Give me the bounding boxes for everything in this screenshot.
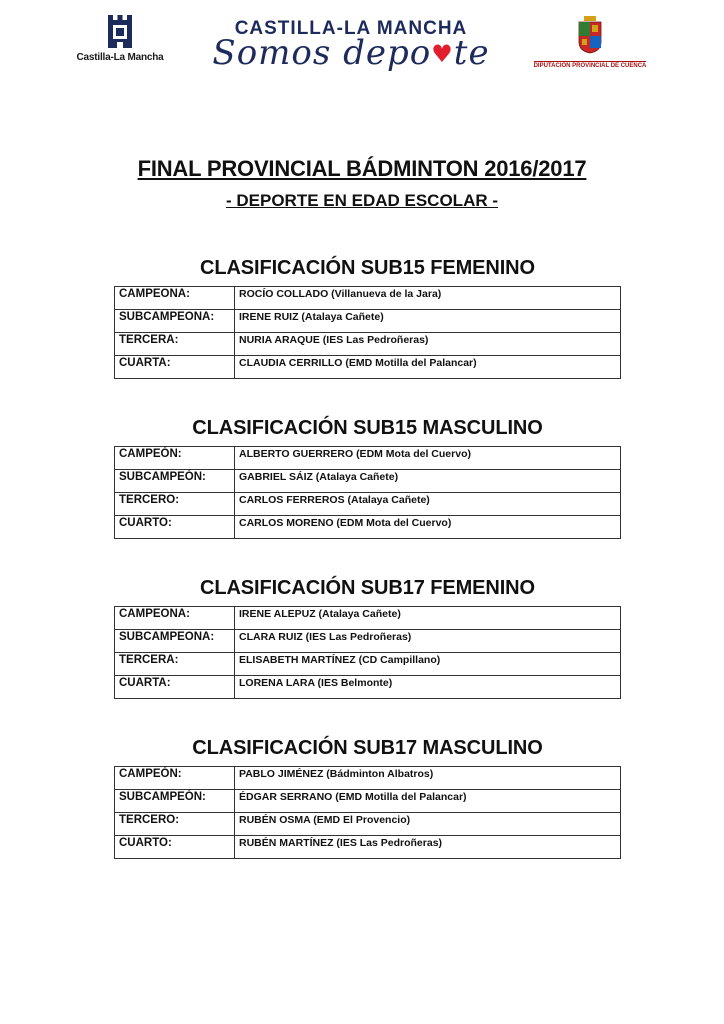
table-row xyxy=(115,310,621,333)
table-row xyxy=(115,333,621,356)
classification-section xyxy=(114,415,621,539)
slogan-part2: te xyxy=(453,33,490,73)
table-row xyxy=(115,836,621,859)
position-label: TERCERO: xyxy=(115,813,235,836)
player-value: GABRIEL SÁIZ (Atalaya Cañete) xyxy=(235,470,621,493)
brand-title: CASTILLA-LA MANCHA xyxy=(234,18,468,39)
heart-icon: ♥ xyxy=(431,40,454,68)
page-subtitle: - DEPORTE EN EDAD ESCOLAR - xyxy=(225,191,499,210)
table-row xyxy=(115,447,621,470)
classification-table xyxy=(114,286,621,379)
classification-section xyxy=(114,575,621,699)
position-label: CUARTA: xyxy=(115,356,235,379)
player-value: ROCÍO COLLADO (Villanueva de la Jara) xyxy=(235,287,621,310)
classification-section xyxy=(114,255,621,379)
table-row xyxy=(115,813,621,836)
table-row xyxy=(115,356,621,379)
table-row xyxy=(115,493,621,516)
section-title: CLASIFICACIÓN SUB17 MASCULINO xyxy=(192,737,543,759)
player-value: NURIA ARAQUE (IES Las Pedroñeras) xyxy=(235,333,621,356)
table-row xyxy=(115,470,621,493)
player-value: IRENE RUIZ (Atalaya Cañete) xyxy=(235,310,621,333)
table-row xyxy=(115,790,621,813)
castilla-la-mancha-logo xyxy=(74,12,166,63)
page-header xyxy=(0,0,724,100)
position-label: SUBCAMPEONA: xyxy=(115,310,235,333)
slogan-part1: Somos depo xyxy=(212,33,432,73)
classification-table xyxy=(114,446,621,539)
position-label: CUARTO: xyxy=(115,836,235,859)
player-value: CARLOS FERREROS (Atalaya Cañete) xyxy=(235,493,621,516)
page-title: FINAL PROVINCIAL BÁDMINTON 2016/2017 xyxy=(137,156,587,181)
right-logo-text: DIPUTACIÓN PROVINCIAL DE CUENCA xyxy=(533,63,647,69)
player-value: ÉDGAR SERRANO (EMD Motilla del Palancar) xyxy=(235,790,621,813)
player-value: RUBÉN MARTÍNEZ (IES Las Pedroñeras) xyxy=(235,836,621,859)
player-value: ALBERTO GUERRERO (EDM Mota del Cuervo) xyxy=(235,447,621,470)
player-value: CLAUDIA CERRILLO (EMD Motilla del Palancar) xyxy=(235,356,621,379)
classification-table xyxy=(114,606,621,699)
position-label: TERCERO: xyxy=(115,493,235,516)
position-label: TERCERA: xyxy=(115,653,235,676)
player-value: LORENA LARA (IES Belmonte) xyxy=(235,676,621,699)
position-label: SUBCAMPEÓN: xyxy=(115,790,235,813)
player-value: PABLO JIMÉNEZ (Bádminton Albatros) xyxy=(235,767,621,790)
table-row xyxy=(115,607,621,630)
table-row xyxy=(115,630,621,653)
player-value: CARLOS MORENO (EDM Mota del Cuervo) xyxy=(235,516,621,539)
player-value: RUBÉN OSMA (EMD El Provencio) xyxy=(235,813,621,836)
brand-block xyxy=(186,18,516,73)
position-label: CAMPEÓN: xyxy=(115,447,235,470)
classification-section xyxy=(114,735,621,859)
position-label: CAMPEONA: xyxy=(115,607,235,630)
classification-table xyxy=(114,766,621,859)
table-row xyxy=(115,653,621,676)
player-value: ELISABETH MARTÍNEZ (CD Campillano) xyxy=(235,653,621,676)
position-label: SUBCAMPEONA: xyxy=(115,630,235,653)
castle-icon xyxy=(105,12,135,50)
position-label: CAMPEÓN: xyxy=(115,767,235,790)
position-label: CUARTO: xyxy=(115,516,235,539)
player-value: IRENE ALEPUZ (Atalaya Cañete) xyxy=(235,607,621,630)
table-row xyxy=(115,516,621,539)
brand-slogan xyxy=(186,33,516,73)
section-title: CLASIFICACIÓN SUB17 FEMENINO xyxy=(199,577,535,599)
table-row xyxy=(115,287,621,310)
section-title: CLASIFICACIÓN SUB15 FEMENINO xyxy=(199,257,535,279)
table-row xyxy=(115,676,621,699)
section-title: CLASIFICACIÓN SUB15 MASCULINO xyxy=(192,417,543,439)
coat-of-arms-icon xyxy=(576,14,604,54)
position-label: CUARTA: xyxy=(115,676,235,699)
position-label: TERCERA: xyxy=(115,333,235,356)
player-value: CLARA RUIZ (IES Las Pedroñeras) xyxy=(235,630,621,653)
diputacion-cuenca-logo xyxy=(530,14,650,72)
position-label: CAMPEONA: xyxy=(115,287,235,310)
left-logo-text: Castilla-La Mancha xyxy=(76,52,164,63)
position-label: SUBCAMPEÓN: xyxy=(115,470,235,493)
table-row xyxy=(115,767,621,790)
